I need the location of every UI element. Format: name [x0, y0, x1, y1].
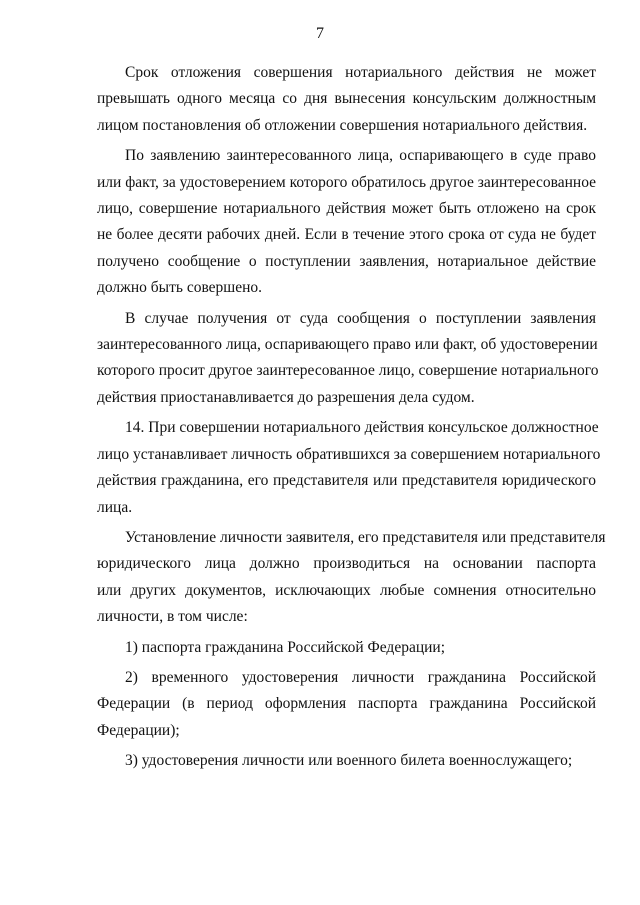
text-line-content: действия гражданина, его представителя или представителя юридического [97, 472, 596, 490]
text-line-content: Федерации (в период оформления паспорта гражданина Российской [97, 695, 596, 713]
text-line [97, 415, 599, 441]
text-line-content: не более десяти рабочих дней. Если в течение этого срока от суда не будет [97, 226, 596, 244]
text-line [97, 578, 596, 604]
document-body [97, 60, 606, 775]
text-line [97, 635, 596, 661]
text-line [97, 551, 596, 577]
text-line [97, 525, 606, 551]
text-line [97, 468, 596, 494]
text-line-content: Установление личности заявителя, его представителя или представителя [125, 528, 606, 546]
text-line [97, 358, 599, 384]
text-line-content: должно быть совершено. [97, 279, 263, 297]
paragraph-postponement-term [97, 60, 596, 139]
text-line-content: лицом постановления об отложении совершения нотариального действия. [97, 116, 588, 134]
paragraph-court-dispute [97, 143, 596, 301]
text-line-content: лицо устанавливает личность обратившихся за совершением нотариального [97, 445, 601, 463]
text-line [97, 306, 596, 332]
paragraph-suspension [97, 306, 599, 412]
text-line-content: 1) паспорта гражданина Российской Федерации; [125, 638, 446, 656]
list-item-1 [97, 635, 596, 661]
text-line [97, 718, 596, 744]
text-line [97, 275, 596, 301]
paragraph-item-14 [97, 415, 601, 521]
text-line-content: 2) временного удостоверения личности гражданина Российской [125, 668, 596, 686]
text-line-content: личности, в том числе: [97, 608, 248, 626]
text-line-content: В случае получения от суда сообщения о поступлении заявления [125, 309, 596, 327]
text-line [97, 442, 601, 468]
text-line-content: получено сообщение о поступлении заявления, нотариальное действие [97, 252, 596, 270]
text-line [97, 691, 596, 717]
text-line [97, 86, 596, 112]
text-line-content: лица. [97, 498, 133, 516]
text-line [97, 748, 596, 774]
list-item-3 [97, 748, 596, 774]
text-line-content: которого просит другое заинтересованное лицо, совершение нотариального [97, 362, 599, 380]
text-line-content: превышать одного месяца со дня вынесения консульским должностным [97, 90, 596, 108]
text-line [97, 222, 596, 248]
text-line-content: лицо, совершение нотариального действия может быть отложено на срок [97, 200, 596, 218]
text-line-content: 3) удостоверения личности или военного билета военнослужащего; [125, 752, 573, 770]
text-line-content: действия приостанавливается до разрешения дела судом. [97, 388, 475, 406]
text-line-content: По заявлению заинтересованного лица, оспаривающего в суде право [125, 147, 596, 165]
text-line [97, 143, 596, 169]
text-line [97, 665, 596, 691]
list-item-2 [97, 665, 596, 744]
text-line-content: юридического лица должно производиться на основании паспорта [97, 555, 596, 573]
text-line-content: или факт, за удостоверением которого обратилось другое заинтересованное [97, 173, 597, 191]
page-number: 7 [316, 25, 324, 42]
text-line-content: Федерации); [97, 721, 180, 739]
paragraph-identity-documents [97, 525, 606, 631]
text-line [97, 604, 596, 630]
text-line [97, 113, 596, 139]
text-line [97, 332, 596, 358]
text-line-content: 14. При совершении нотариального действия консульское должностное [125, 419, 599, 437]
text-line [97, 170, 596, 196]
text-line-content: или других документов, исключающих любые сомнения относительно [97, 581, 596, 599]
text-line [97, 196, 596, 222]
text-line [97, 385, 596, 411]
text-line [97, 495, 596, 521]
text-line [97, 249, 596, 275]
text-line-content: Срок отложения совершения нотариального действия не может [125, 64, 596, 81]
text-line [97, 60, 596, 86]
text-line-content: заинтересованного лица, оспаривающего право или факт, об удостоверении [97, 336, 598, 354]
